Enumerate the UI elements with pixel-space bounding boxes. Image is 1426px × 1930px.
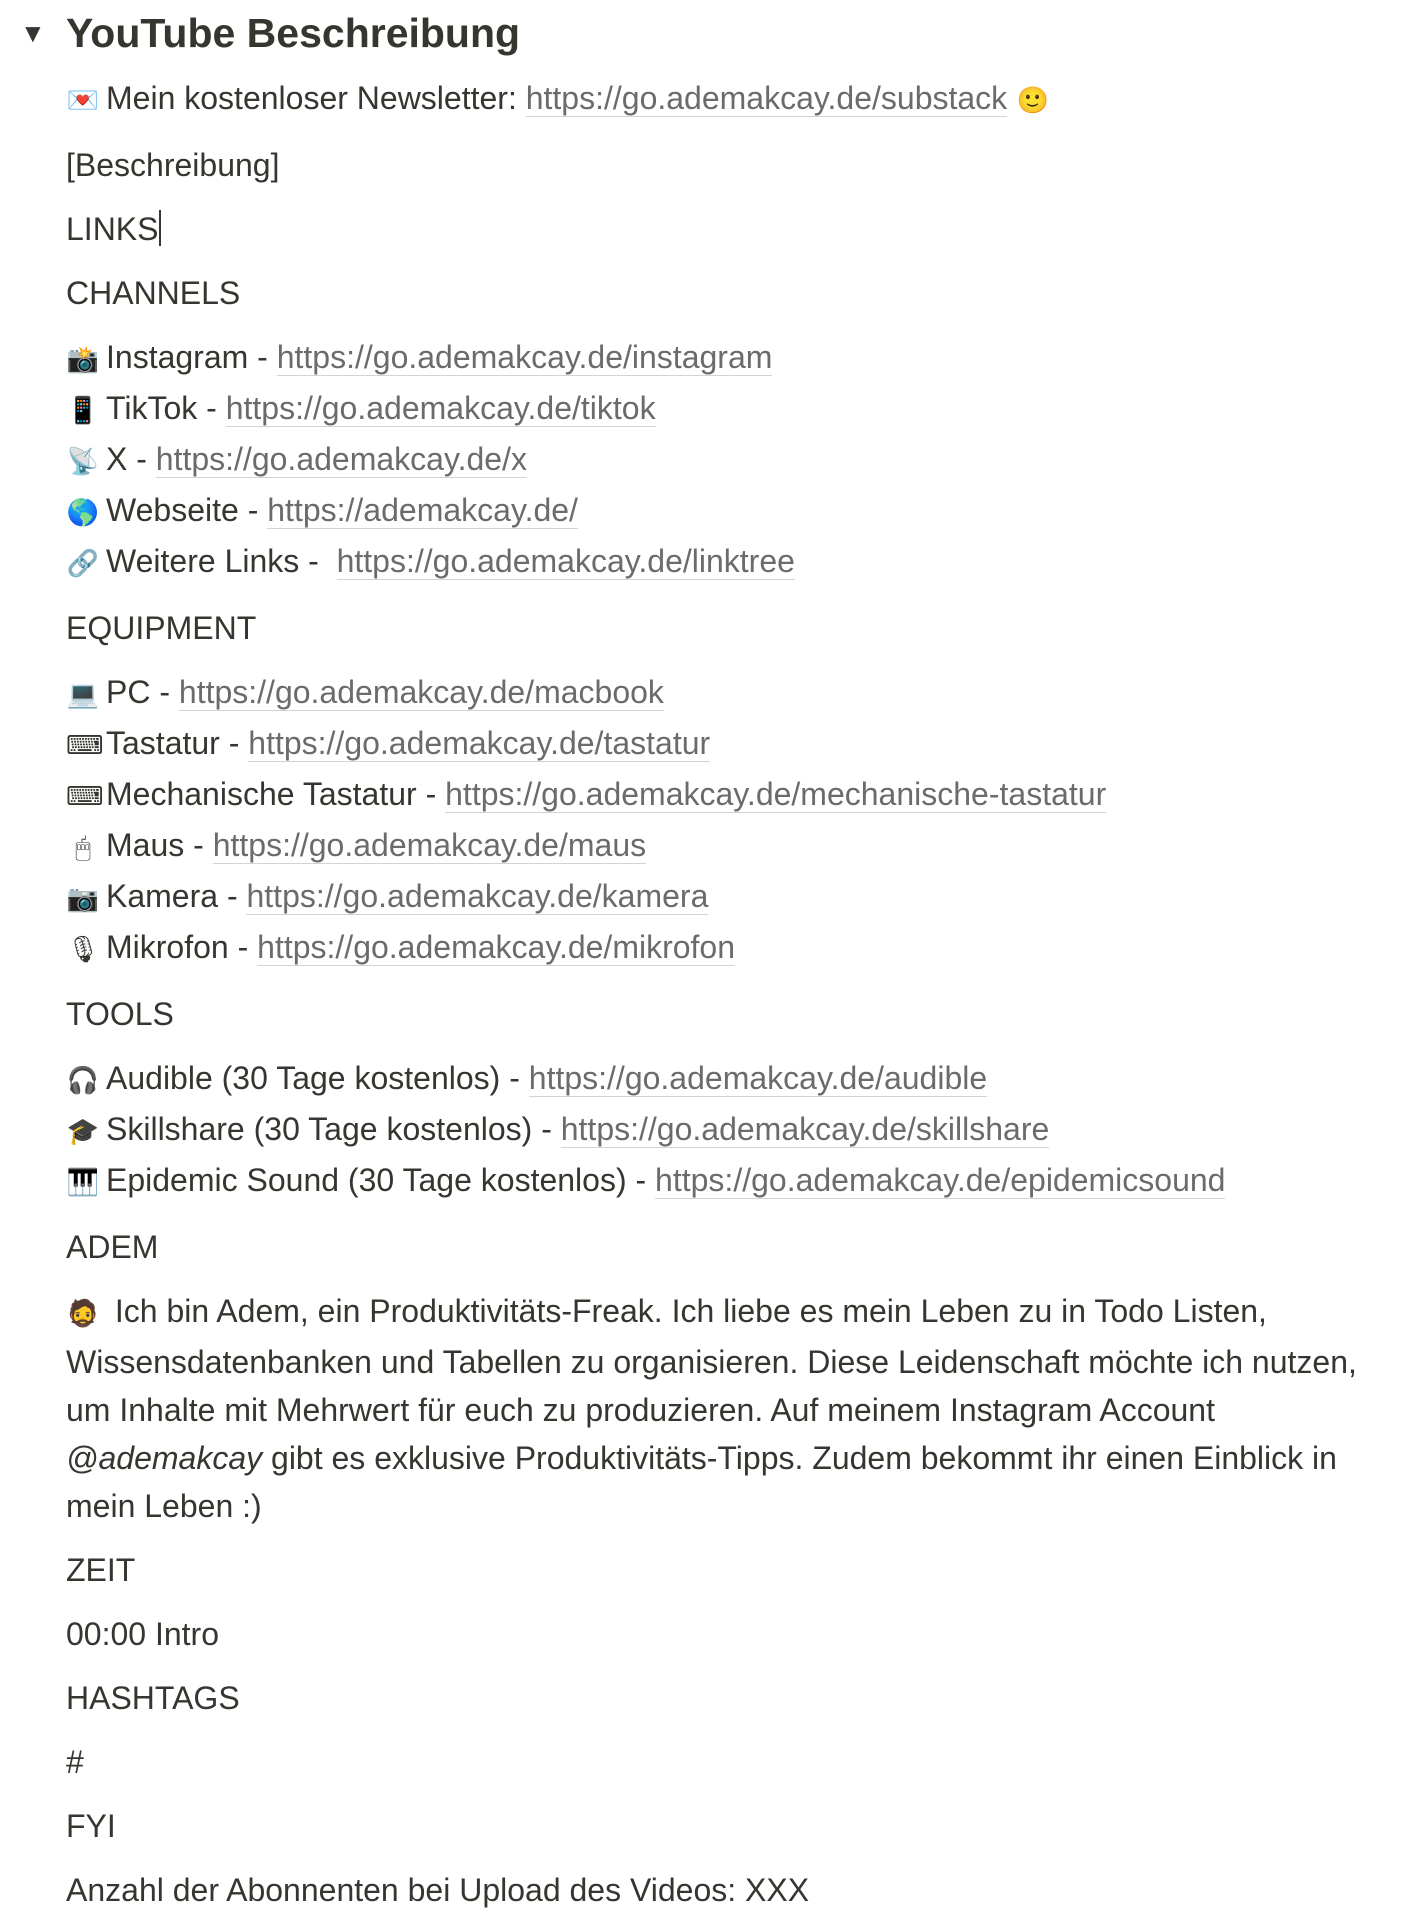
love-letter-icon: 💌 [66,86,100,116]
epidemicsound-link[interactable]: https://go.ademakcay.de/epidemicsound [655,1162,1226,1198]
instagram-link[interactable]: https://go.ademakcay.de/instagram [276,339,773,375]
toggle-title[interactable]: YouTube Beschreibung [66,10,521,56]
links-heading[interactable] [66,205,1396,253]
tools-heading: TOOLS [66,996,174,1032]
channels-list [66,333,1396,588]
instagram-handle: @ademakcay [66,1440,263,1476]
newsletter-label: Mein kostenloser Newsletter: [106,80,526,116]
newsletter-link[interactable]: https://go.ademakcay.de/substack [525,80,1008,116]
item-label: TikTok - [106,390,226,426]
item-label: Mechanische Tastatur - [106,776,446,812]
list-item [66,872,1396,923]
smiley-icon: 🙂 [1016,86,1050,116]
audible-link[interactable]: https://go.ademakcay.de/audible [528,1060,988,1096]
mikrofon-link[interactable]: https://go.ademakcay.de/mikrofon [257,929,736,965]
mechanische-tastatur-link[interactable]: https://go.ademakcay.de/mechanische-tastatur [445,776,1107,812]
item-label: PC - [106,674,179,710]
about-text-after: gibt es exklusive Produktivitäts-Tipps. Zudem bekommt ihr einen Einblick in mein Leben :) [66,1440,1337,1524]
macbook-link[interactable]: https://go.ademakcay.de/macbook [178,674,664,710]
list-item [66,435,1396,486]
links-heading-text: LINKS [66,211,159,247]
timestamp-entry[interactable]: 00:00 Intro [66,1616,219,1652]
maus-link[interactable]: https://go.ademakcay.de/maus [212,827,647,863]
tiktok-link[interactable]: https://go.ademakcay.de/tiktok [225,390,656,426]
piano-keys-icon: 🎹 [66,1168,100,1198]
laptop-icon: 💻 [66,680,100,710]
tastatur-link[interactable]: https://go.ademakcay.de/tastatur [248,725,711,761]
bearded-man-icon: 🧔 [66,1299,100,1329]
item-label: Kamera - [106,878,247,914]
equipment-list [66,668,1396,974]
keyboard-icon: ⌨ [66,782,104,812]
toggle-content [66,74,1396,1930]
graduation-cap-icon: 🎓 [66,1117,100,1147]
kamera-link[interactable]: https://go.ademakcay.de/kamera [246,878,709,914]
hashtag-entry[interactable]: # [66,1744,84,1780]
about-paragraph[interactable] [66,1287,1396,1530]
item-label: Skillshare (30 Tage kostenlos) - [106,1111,561,1147]
mouse-icon: 🖱 [75,833,91,863]
item-label: Instagram - [106,339,277,375]
toggle-block-header [20,6,520,60]
website-link[interactable]: https://ademakcay.de/ [267,492,578,528]
list-item [66,537,1396,588]
tools-list [66,1054,1396,1207]
linktree-link[interactable]: https://go.ademakcay.de/linktree [336,543,795,579]
headphones-icon: 🎧 [66,1066,100,1096]
hashtags-heading: HASHTAGS [66,1680,240,1716]
about-text-before: Ich bin Adem, ein Produktivitäts-Freak. Ich liebe es mein Leben zu in Todo Listen, Wissensdatenbanken und Tabellen zu organisieren. Diese Leidenschaft möchte ich nutzen, um Inhalte mit Mehrwert für euch zu produzieren. Auf meinem Instagram Account [66,1293,1357,1428]
microphone-icon: 🎙 [66,935,100,965]
list-item [66,1156,1396,1207]
newsletter-line [66,74,1396,125]
item-label: Tastatur - [106,725,249,761]
list-item [66,770,1396,821]
camera-icon: 📷 [66,884,100,914]
adem-heading: ADEM [66,1229,159,1265]
list-item [66,668,1396,719]
satellite-dish-icon: 📡 [66,447,100,477]
zeit-heading: ZEIT [66,1552,136,1588]
channels-heading: CHANNELS [66,275,241,311]
equipment-heading: EQUIPMENT [66,610,257,646]
skillshare-link[interactable]: https://go.ademakcay.de/skillshare [560,1111,1050,1147]
link-icon: 🔗 [66,549,100,579]
text-cursor [159,210,161,246]
x-link[interactable]: https://go.ademakcay.de/x [155,441,527,477]
item-label: Webseite - [106,492,268,528]
globe-icon: 🌎 [66,498,100,528]
triangle-down-icon[interactable]: ▼ [20,18,46,48]
keyboard-icon: ⌨ [66,731,104,761]
subscriber-count-entry[interactable]: Anzahl der Abonnenten bei Upload des Videos: XXX [66,1872,810,1908]
item-label: Weitere Links - [106,543,337,579]
list-item [66,719,1396,770]
item-label: X - [106,441,156,477]
list-item [66,1054,1396,1105]
list-item [66,384,1396,435]
list-item [66,1105,1396,1156]
list-item [66,923,1396,974]
item-label: Audible (30 Tage kostenlos) - [106,1060,529,1096]
fyi-heading: FYI [66,1808,116,1844]
item-label: Maus - [106,827,213,863]
list-item [66,821,1396,872]
mobile-phone-icon: 📱 [66,396,100,426]
list-item [66,333,1396,384]
description-placeholder[interactable]: [Beschreibung] [66,147,280,183]
camera-flash-icon: 📸 [66,345,100,375]
item-label: Mikrofon - [106,929,258,965]
item-label: Epidemic Sound (30 Tage kostenlos) - [106,1162,656,1198]
list-item [66,486,1396,537]
